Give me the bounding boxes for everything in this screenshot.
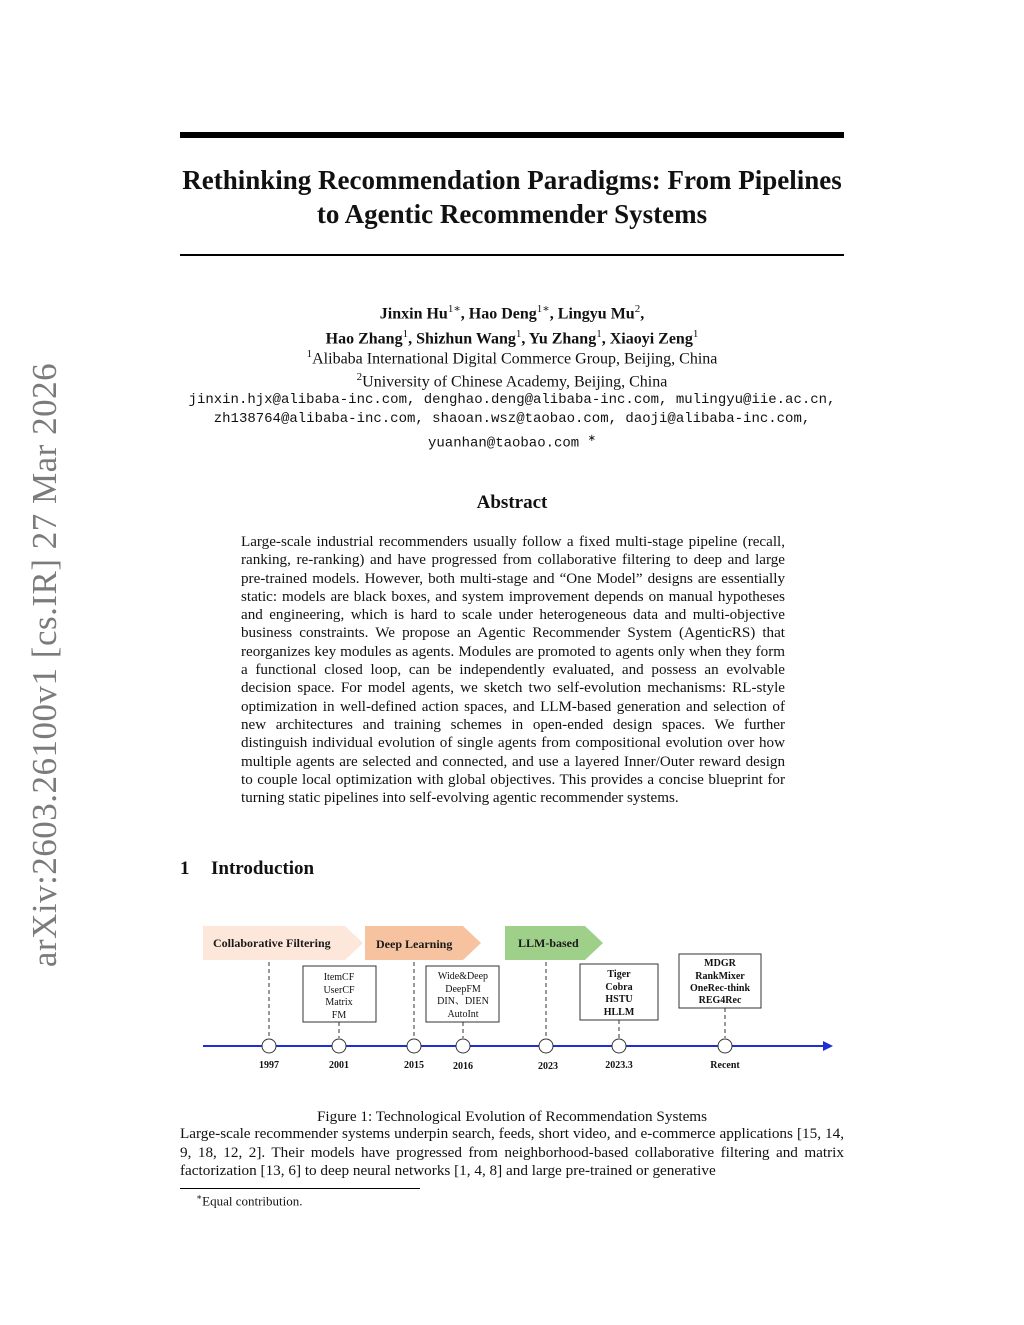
footnote-rule bbox=[180, 1188, 420, 1189]
evolution-timeline-figure bbox=[195, 918, 845, 1078]
author-name: Lingyu Mu bbox=[557, 305, 635, 323]
year-label: Recent bbox=[710, 1060, 740, 1071]
affiliation: $^2$University of Chinese Academy, Beijing, China bbox=[356, 371, 668, 391]
section-number: 1 bbox=[180, 858, 190, 879]
author-name: Shizhun Wang bbox=[416, 330, 516, 348]
model-name: OneRec-think bbox=[690, 983, 750, 994]
abstract-heading: Abstract bbox=[476, 492, 548, 513]
year-label: 2016 bbox=[453, 1061, 473, 1072]
model-name: HSTU bbox=[605, 994, 633, 1005]
model-name: Tiger bbox=[607, 969, 631, 980]
intro-paragraph: Large-scale recommender systems underpin search, feeds, short video, and e-commerce applications [15, 14, 9, 18, 12, 2]. Their models have progressed from neighborhood-based collaborative filtering and matrix factorization [13, 6] to deep neural networks [1, 4, 8] and large pre-trained or generative bbox=[180, 1125, 844, 1179]
author-line-1: Jinxin $Hu^{1∗}$, Hao Deng$^{1∗}$, Lingyu Mu$^2$, bbox=[379, 303, 645, 323]
model-name: UserCF bbox=[323, 985, 355, 996]
model-name: DIN、DIEN bbox=[437, 996, 489, 1007]
email-line: yuanhan@taobao.com ∗ bbox=[427, 433, 597, 452]
author-emails bbox=[160, 391, 864, 454]
author-list bbox=[180, 299, 844, 350]
stage-label: Collaborative Filtering bbox=[213, 936, 331, 950]
milestone-dot bbox=[456, 1039, 470, 1053]
model-name: MDGR bbox=[704, 958, 736, 969]
author-mark: 2 bbox=[634, 303, 641, 315]
model-name: HLLM bbox=[603, 1007, 635, 1018]
author-name: Xiaoyi Zeng bbox=[609, 330, 693, 348]
milestone-dot bbox=[612, 1039, 626, 1053]
milestone-dot bbox=[718, 1039, 732, 1053]
affiliations bbox=[180, 345, 844, 392]
paper-title: Rethinking Recommendation Paradigms: From Pipelines to Agentic Recommender Systems bbox=[182, 165, 842, 229]
author-name: Hao Zhang bbox=[325, 330, 403, 348]
author-mark: 1 bbox=[596, 328, 602, 341]
abstract-text: Large-scale industrial recommenders usually follow a fixed multi-stage pipeline (recall, ranking, re-ranking) and have progressed from collaborative filtering to deep and large pre-trained models. However, both multi-stage and “One Model” designs are essentially static: models are black boxes, and system improvement depends on manual hypotheses and engineering, which is hard to scale under heterogeneous data and multi-objective business constraints. We propose an Agentic Recommender System (AgenticRS) that reorganizes key modules as agents. Modules are promoted to agents only when they form a functional closed loop, can be independently evaluated, and possess an evolvable decision space. For model agents, we sketch two self-evolution mechanisms: RL-style optimization in well-defined action spaces, and LLM-based generation and selection of new architectures and training schemes in open-ended design spaces. We further distinguish individual evolution of single agents from compositional evolution over how multiple agents are selected and connected, and use a layered Inner/Outer reward design to couple local optimization with global objectives. This provides a concise blueprint for turning static pipelines into self-evolving agentic recommender systems. bbox=[241, 534, 785, 807]
timeline-arrowhead bbox=[823, 1041, 833, 1051]
figure-caption: Figure 1: Technological Evolution of Recommendation Systems bbox=[316, 1108, 708, 1125]
model-name: AutoInt bbox=[447, 1009, 479, 1020]
model-name: FM bbox=[331, 1010, 347, 1021]
model-name: Wide&Deep bbox=[437, 971, 489, 982]
year-label: 2023.3 bbox=[605, 1060, 633, 1071]
model-name: Cobra bbox=[605, 982, 633, 993]
title-top-rule bbox=[180, 132, 844, 138]
model-name: ItemCF bbox=[323, 972, 355, 983]
model-name: RankMixer bbox=[695, 971, 745, 982]
author-name: Yu Zhang bbox=[528, 330, 597, 348]
title-bottom-rule bbox=[180, 254, 844, 256]
year-label: 1997 bbox=[259, 1060, 279, 1071]
author-line-2: Hao Zhang$^1$, Shizhun Wang$^1$, Yu Zhang$^1$, Xiaoyi Zeng$^1$ bbox=[325, 328, 699, 348]
model-name: Matrix bbox=[325, 997, 353, 1008]
author-mark: 1 bbox=[515, 328, 522, 341]
milestone-dot bbox=[407, 1039, 421, 1053]
milestone-dot bbox=[332, 1039, 346, 1053]
year-label: 2001 bbox=[329, 1060, 349, 1071]
author-mark: 1∗ bbox=[447, 303, 461, 315]
email-line: zh138764@alibaba-inc.com, shaoan.wsz@taobao.com, daoji@alibaba-inc.com, bbox=[213, 411, 811, 427]
author-name: Hao Deng bbox=[468, 305, 537, 323]
milestone-dot bbox=[539, 1039, 553, 1053]
email-line: jinxin.hjx@alibaba-inc.com, denghao.deng@alibaba-inc.com, mulingyu@iie.ac.cn, bbox=[188, 392, 836, 408]
affiliation: $^1$Alibaba International Digital Commerce Group, Beijing, China bbox=[306, 348, 718, 368]
stage-label: LLM-based bbox=[518, 936, 579, 950]
stage-label: Deep Learning bbox=[376, 937, 453, 951]
author-mark: 1 bbox=[402, 328, 409, 341]
author-mark: 1 bbox=[692, 328, 699, 341]
milestone-dot bbox=[262, 1039, 276, 1053]
year-label: 2015 bbox=[404, 1060, 424, 1071]
author-name: Jinxin Hu bbox=[379, 305, 448, 323]
author-mark: 1∗ bbox=[536, 303, 550, 315]
year-label: 2023 bbox=[538, 1061, 558, 1072]
model-name: REG4Rec bbox=[698, 995, 742, 1006]
section-title: Introduction bbox=[211, 858, 315, 879]
footnote: ∗Equal contribution. bbox=[196, 1192, 303, 1209]
model-name: DeepFM bbox=[445, 984, 481, 995]
section-heading bbox=[180, 858, 314, 880]
